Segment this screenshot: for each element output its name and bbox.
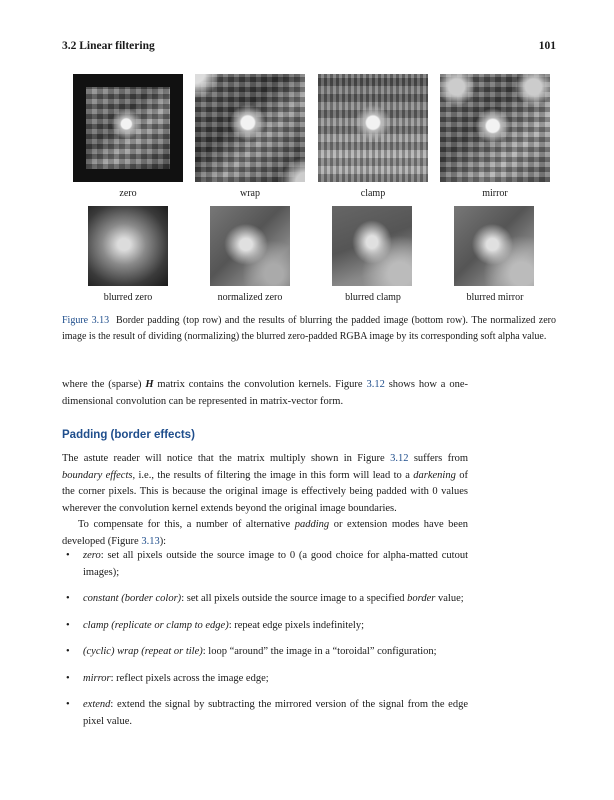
figure-image-blurred-mirror	[454, 206, 534, 286]
mode-term: constant (border color)	[83, 593, 182, 604]
figure-image-zero	[73, 74, 183, 182]
bullet-icon: •	[66, 593, 70, 604]
caption-zero: zero	[119, 188, 137, 199]
caption-blurred-clamp: blurred clamp	[345, 292, 401, 303]
mode-term: extend	[83, 699, 111, 710]
figure-ref-link[interactable]: 3.12	[390, 453, 409, 464]
figure-ref-link[interactable]: 3.12	[366, 379, 385, 390]
para1-text-d: of the corner pixels. This is because the original image is effectively being padded with 0 values wherever the convolution kernel extends beyond the original image boundaries.	[62, 469, 468, 514]
list-item	[62, 697, 468, 730]
figure-image-clamp	[318, 74, 428, 182]
figure-image-wrap	[195, 74, 305, 182]
mode-description: : repeat edge pixels indefinitely;	[228, 619, 364, 631]
mode-description: : loop “around” the image in a “toroidal” configuration;	[202, 646, 437, 657]
caption-normalized-zero: normalized zero	[217, 292, 283, 303]
para1-text-a: The astute reader will notice that the matrix multiply shown in Figure	[62, 453, 391, 464]
para2-text-c: ):	[159, 535, 167, 547]
mode-description: value;	[435, 593, 464, 604]
figure-ref-link[interactable]: 3.13	[141, 535, 160, 547]
figure-caption-text: Border padding (top row) and the results of blurring the padded image (bottom row). The normalized zero image is the result of dividing (normalizing) the blurred zero-padded RGBA image by its corresponding soft alpha value.	[62, 315, 557, 342]
para1-text-c: , i.e., the results of filtering the image in this form will lead to a	[132, 469, 414, 481]
list-item	[62, 671, 468, 688]
list-item	[62, 618, 468, 635]
figure-image-mirror	[440, 74, 550, 182]
list-item	[62, 591, 468, 608]
mode-description: : set all pixels outside the source image to a specified	[181, 593, 408, 604]
figure-image-blurred-clamp	[332, 206, 412, 286]
section-heading: 3.2 Linear filtering	[62, 40, 155, 52]
mode-term: clamp (replicate or clamp to edge)	[83, 619, 229, 631]
padding-modes-list	[62, 548, 468, 738]
mode-term: border	[407, 593, 436, 604]
figure-image-normalized-zero	[210, 206, 290, 286]
bullet-icon: •	[66, 646, 70, 657]
bullet-icon: •	[66, 699, 70, 710]
bullet-icon: •	[66, 672, 70, 684]
mode-term: (cyclic) wrap (repeat or tile)	[83, 646, 203, 657]
mode-description: : extend the signal by subtracting the mirrored version of the signal from the edge pixel value.	[83, 699, 468, 727]
caption-mirror: mirror	[482, 188, 508, 199]
subsection-title: Padding (border effects)	[62, 429, 195, 441]
running-header	[62, 40, 556, 56]
para1-emphasis-1: boundary effects	[62, 469, 133, 481]
mode-term: mirror	[83, 672, 111, 684]
mode-description: : reflect pixels across the image edge;	[110, 672, 269, 684]
intro-text-1: where the (sparse)	[62, 379, 146, 390]
caption-wrap: wrap	[240, 188, 260, 199]
list-item	[62, 548, 468, 581]
intro-text-2: matrix contains the convolution kernels. Figure	[153, 379, 367, 390]
para2-emphasis: padding	[294, 519, 330, 530]
mode-description: : set all pixels outside the source image to 0 (a good choice for alpha-matted cutout images);	[83, 550, 468, 578]
list-item	[62, 644, 468, 661]
intro-text-3: shows how a one-dimensional convolution can be represented in matrix-vector form.	[62, 379, 469, 407]
figure-label[interactable]: Figure 3.13	[62, 315, 110, 326]
para1-text-b: suffers from	[408, 453, 468, 464]
matrix-symbol: H	[145, 379, 154, 390]
padding-paragraph-1	[62, 451, 468, 550]
mode-term: zero	[83, 550, 101, 561]
para2-text-a: To compensate for this, a number of alternative	[78, 519, 295, 530]
intro-paragraph	[62, 377, 468, 410]
para1-emphasis-2: darkening	[413, 469, 456, 481]
bullet-icon: •	[66, 619, 70, 631]
bullet-icon: •	[66, 550, 70, 561]
caption-clamp: clamp	[360, 188, 386, 199]
caption-blurred-mirror: blurred mirror	[466, 292, 524, 303]
figure-caption	[62, 313, 556, 345]
page-number: 101	[538, 40, 556, 52]
para2-text-b: or extension modes have been developed (Figure	[62, 519, 469, 547]
caption-blurred-zero: blurred zero	[103, 292, 153, 303]
figure-image-blurred-zero	[88, 206, 168, 286]
